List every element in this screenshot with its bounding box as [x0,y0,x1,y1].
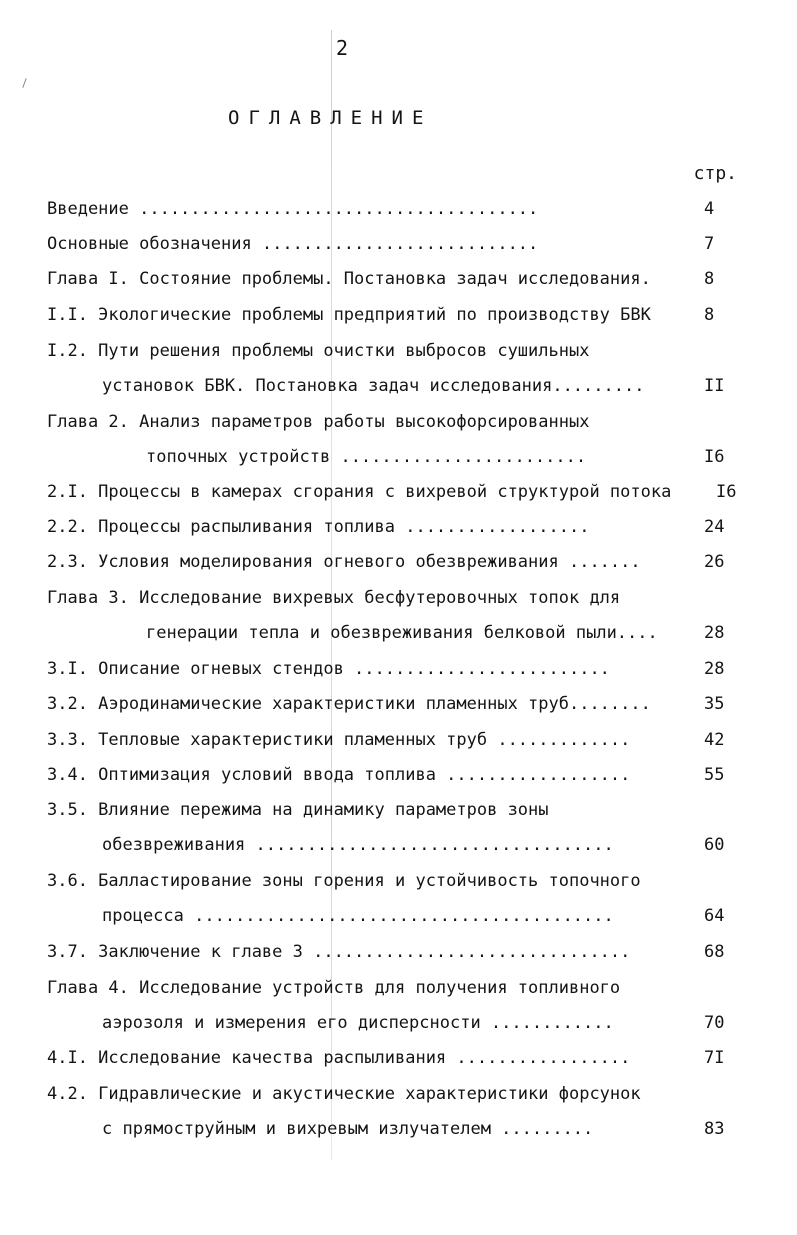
toc-entry [0,903,725,929]
toc-entry-text: Глава 2. Анализ параметров работы высокофорсированных [47,412,590,432]
toc-entry [0,1116,725,1142]
toc-entry-page: 7 [704,234,715,254]
toc-entry [0,231,715,257]
toc-entry-page: 42 [704,730,725,750]
toc-entry-page: 24 [704,517,725,537]
page-number: 2 [336,36,349,60]
toc-entry [0,302,715,328]
toc-entry [0,549,725,575]
toc-entry-text: Глава I. Состояние проблемы. Постановка задач исследования. [47,269,651,289]
toc-entry-text: 2.3. Условия моделирования огневого обезвреживания ....... [47,552,641,572]
toc-entry [0,939,725,965]
toc-entry-page: 4 [704,199,715,219]
toc-entry-page: 28 [704,623,725,643]
toc-entry-text: аэрозоля и измерения его дисперсности ............ [102,1013,614,1033]
toc-entry-text: Основные обозначения ........................... [47,234,539,254]
toc-entry [0,514,725,540]
toc-entry-text: Глава 4. Исследование устройств для получения топливного [47,978,621,998]
toc-entry-page: 28 [704,659,725,679]
toc-entry [0,266,715,292]
toc-entry-page: II [704,376,725,396]
toc-entry-text: 3.I. Описание огневых стендов ......................... [47,659,610,679]
toc-entry [0,1045,725,1071]
toc-entry-page: 8 [704,269,715,289]
toc-entry-page: 55 [704,765,725,785]
toc-entry-text: 3.2. Аэродинамические характеристики пламенных труб........ [47,694,651,714]
toc-entry-text: процесса ......................................... [102,906,614,926]
toc-entry-page: I6 [704,447,725,467]
toc-entry-text: с прямоструйным и вихревым излучателем ......... [102,1119,594,1139]
toc-entry [0,691,725,717]
toc-entry-page: 68 [704,942,725,962]
toc-entry [0,832,725,858]
toc-entry-text: 3.4. Оптимизация условий ввода топлива .................. [47,765,631,785]
toc-entry-text: I.2. Пути решения проблемы очистки выбросов сушильных [47,341,590,361]
toc-entry [0,797,549,823]
margin-pen-mark [22,78,26,88]
toc-entry-page: 35 [704,694,725,714]
toc-entry-text: обезвреживания ................................... [102,835,614,855]
toc-entry-text: установок БВК. Постановка задач исследования......... [102,376,645,396]
toc-entry-page: 70 [704,1013,725,1033]
toc-entry-text: генерации тепла и обезвреживания белковой пыли.... [146,623,658,643]
toc-entry [0,656,725,682]
toc-entry [0,196,715,222]
toc-entry [0,868,641,894]
toc-entry [0,975,621,1001]
toc-entry-text: топочных устройств ........................ [146,447,587,467]
toc-entry-page: 83 [704,1119,725,1139]
toc-entry [0,585,621,611]
toc-entry-text: Глава 3. Исследование вихревых бесфутеровочных топок для [47,588,621,608]
toc-entry-page: 64 [704,906,725,926]
toc-entry-page: 60 [704,835,725,855]
toc-entry-text: Введение ....................................... [47,199,539,219]
toc-title: ОГЛАВЛЕНИЕ [228,107,433,129]
toc-entry-text: 3.6. Балластирование зоны горения и устойчивость топочного [47,871,641,891]
toc-entry-text: I.I. Экологические проблемы предприятий по производству БВК [47,305,651,325]
toc-entry-text: 2.I. Процессы в камерах сгорания с вихревой структурой потока [47,482,672,502]
toc-entry [0,1081,641,1107]
toc-entry-page: 7I [704,1048,725,1068]
toc-entry [0,373,725,399]
toc-entry-text: 3.3. Тепловые характеристики пламенных труб ............. [47,730,631,750]
toc-entry [0,479,737,505]
toc-entry-text: 4.2. Гидравлические и акустические характеристики форсунок [47,1084,641,1104]
toc-entry [0,1010,725,1036]
toc-entry-text: 2.2. Процессы распыливания топлива .................. [47,517,590,537]
toc-entry [0,338,590,364]
toc-entry-text: 3.7. Заключение к главе 3 ............................... [47,942,631,962]
toc-entry-page: 8 [704,305,715,325]
toc-entry [0,762,725,788]
toc-entry-text: 3.5. Влияние пережима на динамику параметров зоны [47,800,549,820]
toc-entry [0,444,725,470]
toc-entry-text: 4.I. Исследование качества распыливания ................. [47,1048,631,1068]
toc-entry [0,409,590,435]
toc-entry [0,620,725,646]
page-column-label: стр. [693,163,737,184]
toc-entry [0,727,725,753]
toc-entry-page: 26 [704,552,725,572]
toc-entry-page: I6 [716,482,737,502]
